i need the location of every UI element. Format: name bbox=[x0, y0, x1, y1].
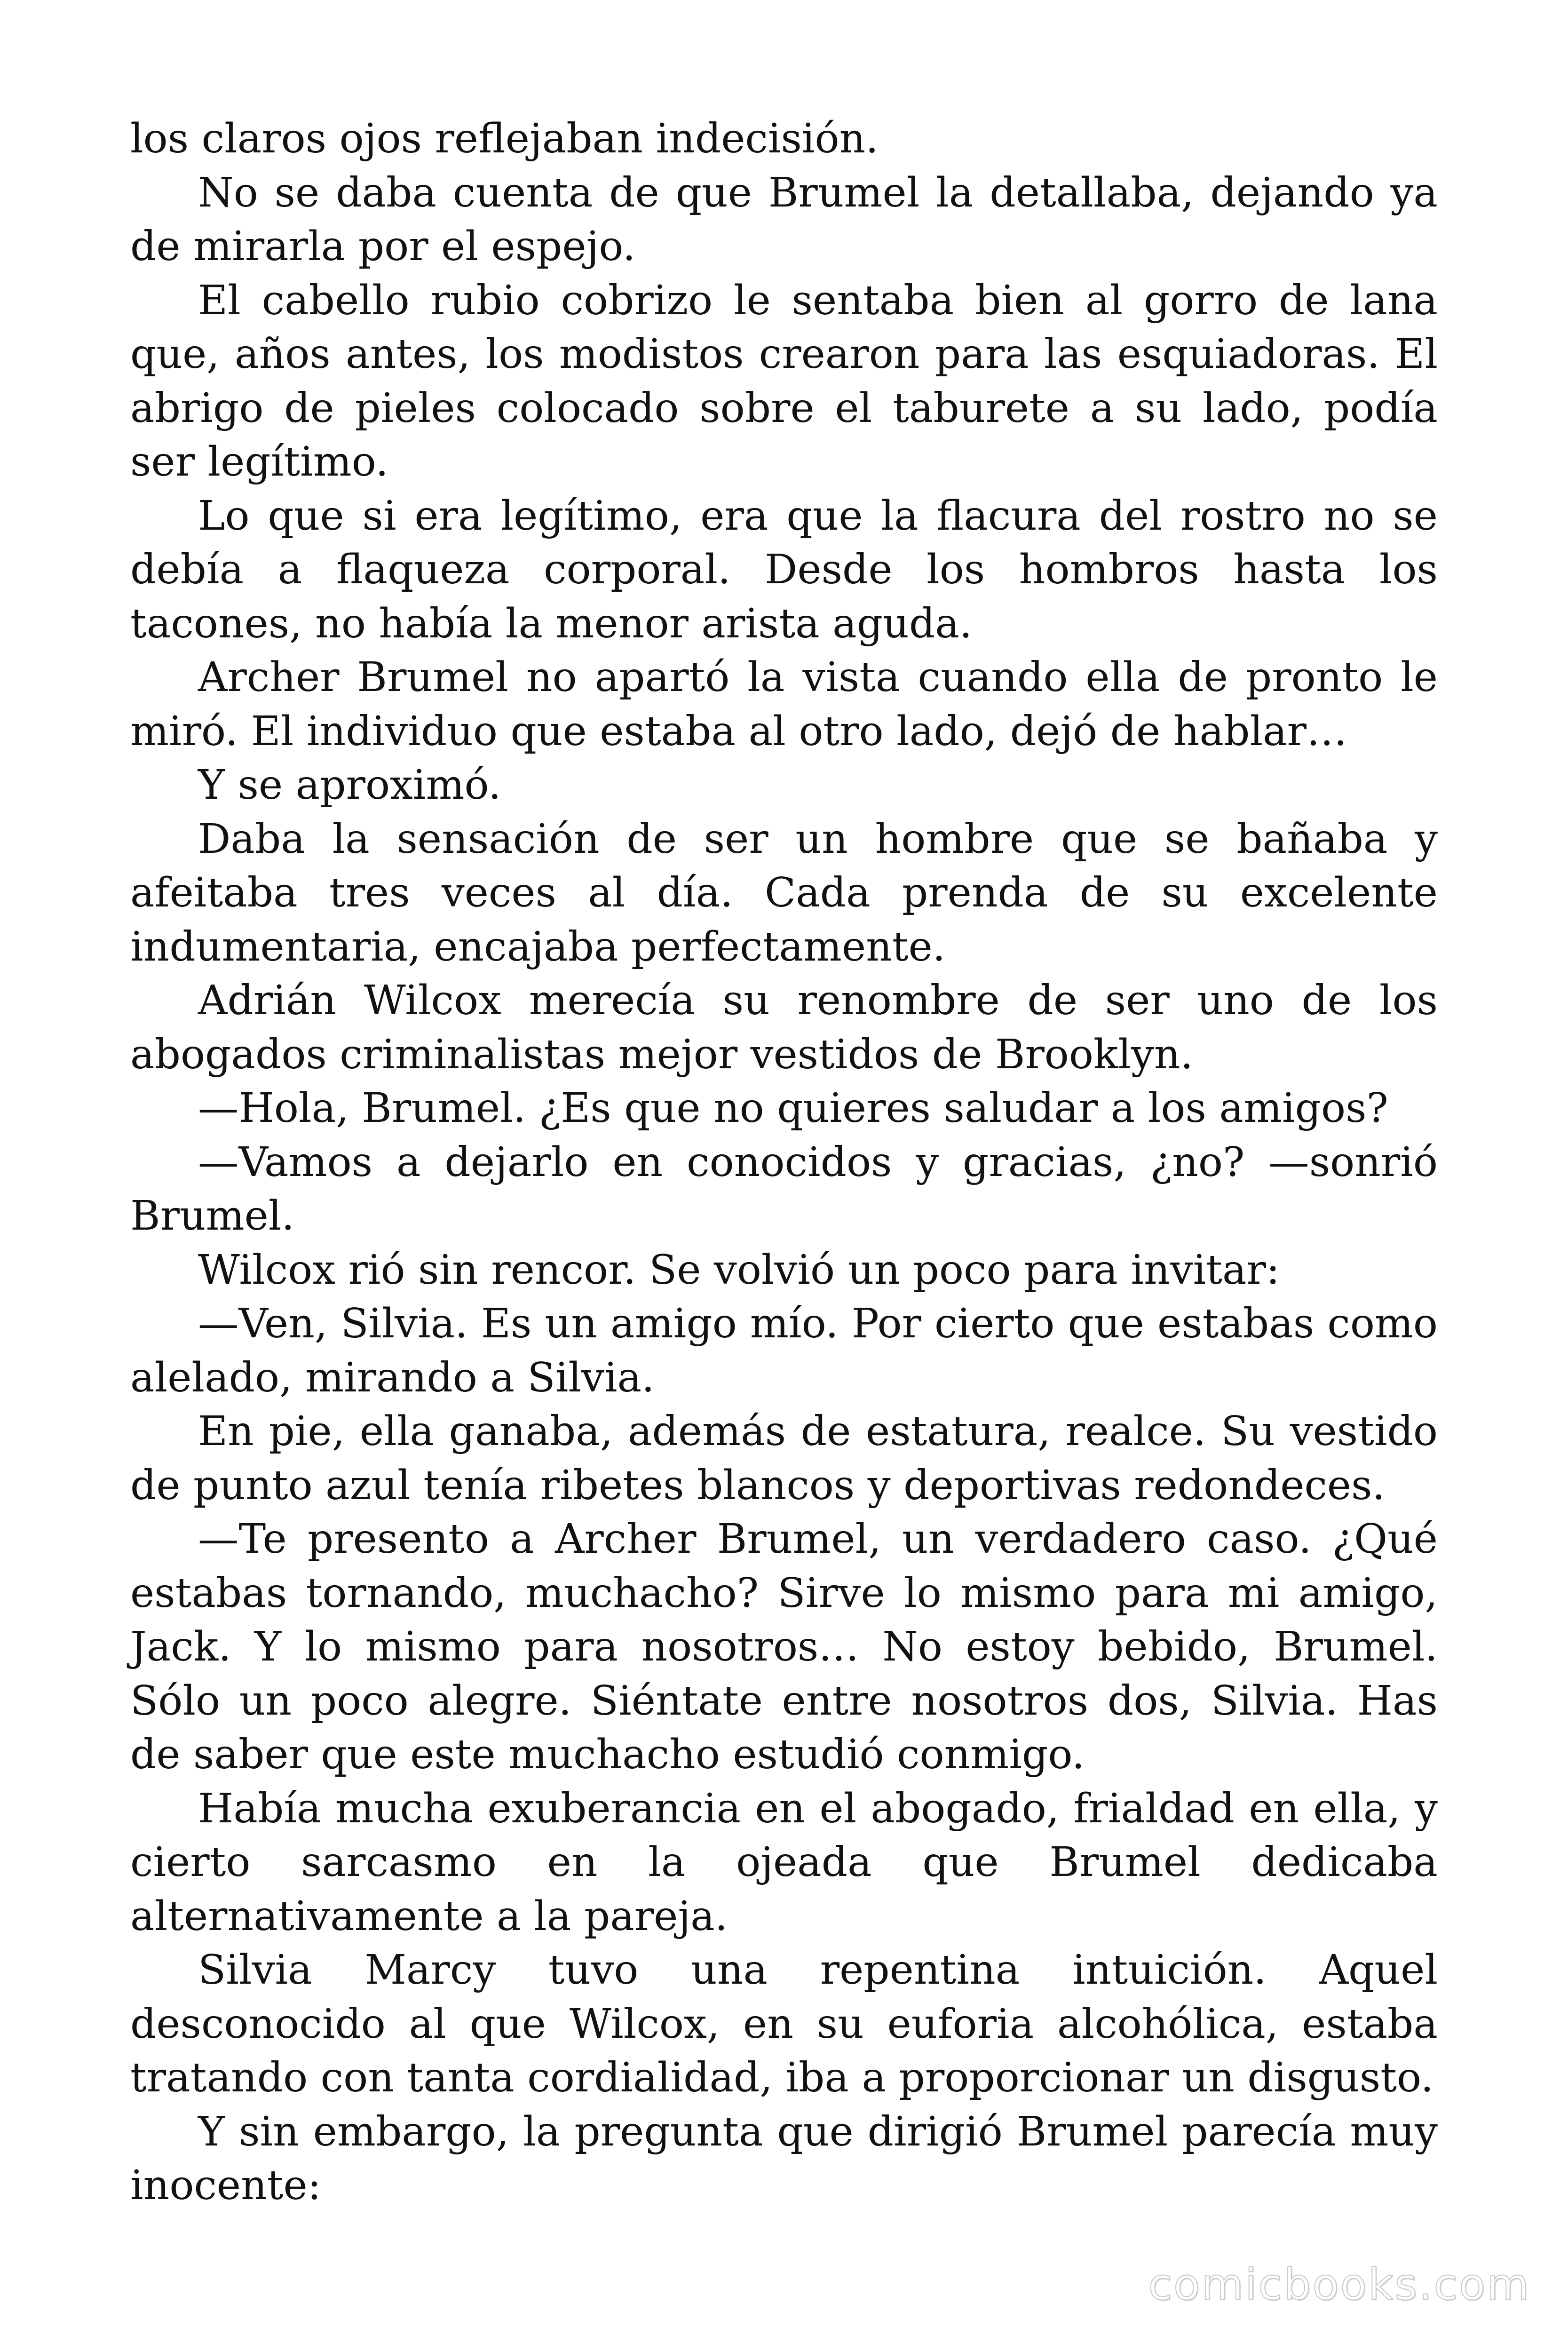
paragraph: Había mucha exuberancia en el abogado, frialdad en ella, y cierto sarcasmo en la ojeada que Brumel dedicaba alternativamente a la pareja. bbox=[130, 1785, 1438, 1940]
paragraph: Wilcox rió sin rencor. Se volvió un poco para invitar: bbox=[198, 1246, 1280, 1294]
paragraph: —Ven, Silvia. Es un amigo mío. Por cierto que estabas como alelado, mirando a Silvia. bbox=[130, 1300, 1438, 1401]
paragraph: Y se aproximó. bbox=[198, 762, 501, 809]
paragraph: El cabello rubio cobrizo le sentaba bien al gorro de lana que, años antes, los modistos crearon para las esquiadoras. El abrigo de pieles colocado sobre el taburete a su lado, podía ser legítimo. bbox=[130, 277, 1438, 485]
paragraph: Y sin embargo, la pregunta que dirigió Brumel parecía muy inocente: bbox=[130, 2108, 1438, 2209]
paragraph: —Vamos a dejarlo en conocidos y gracias, ¿no? —sonrió Brumel. bbox=[130, 1138, 1438, 1240]
paragraph: —Hola, Brumel. ¿Es que no quieres saludar a los amigos? bbox=[198, 1085, 1388, 1132]
paragraph: Lo que si era legítimo, era que la flacura del rostro no se debía a flaqueza corporal. Desde los hombros hasta los tacones, no había la menor arista aguda. bbox=[130, 492, 1438, 647]
paragraph: —Te presento a Archer Brumel, un verdadero caso. ¿Qué estabas tornando, muchacho? Sirve lo mismo para mi amigo, Jack. Y lo mismo para nosotros… No estoy bebido, Brumel. Sólo un poco alegre. Siéntate entre nosotros dos, Silvia. Has de saber que este muchacho estudió conmigo. bbox=[130, 1516, 1438, 1778]
paragraph: Daba la sensación de ser un hombre que se bañaba y afeitaba tres veces al día. Cada prenda de su excelente indumentaria, encajaba perfectamente. bbox=[130, 815, 1438, 970]
paragraph: los claros ojos reflejaban indecisión. bbox=[130, 115, 879, 162]
paragraph: En pie, ella ganaba, además de estatura, realce. Su vestido de punto azul tenía ribetes blancos y deportivas redondeces. bbox=[130, 1408, 1438, 1509]
watermark: comicbooks.com bbox=[1148, 2259, 1530, 2310]
paragraph: No se daba cuenta de que Brumel la detallaba, dejando ya de mirarla por el espejo. bbox=[130, 169, 1438, 270]
book-page-text bbox=[130, 112, 1438, 2213]
paragraph: Adrián Wilcox merecía su renombre de ser uno de los abogados criminalistas mejor vestidos de Brooklyn. bbox=[130, 977, 1438, 1078]
paragraph: Archer Brumel no apartó la vista cuando ella de pronto le miró. El individuo que estaba al otro lado, dejó de hablar… bbox=[130, 654, 1438, 755]
paragraph: Silvia Marcy tuvo una repentina intuición. Aquel desconocido al que Wilcox, en su euforia alcohólica, estaba tratando con tanta cordialidad, iba a proporcionar un disgusto. bbox=[130, 1947, 1438, 2101]
